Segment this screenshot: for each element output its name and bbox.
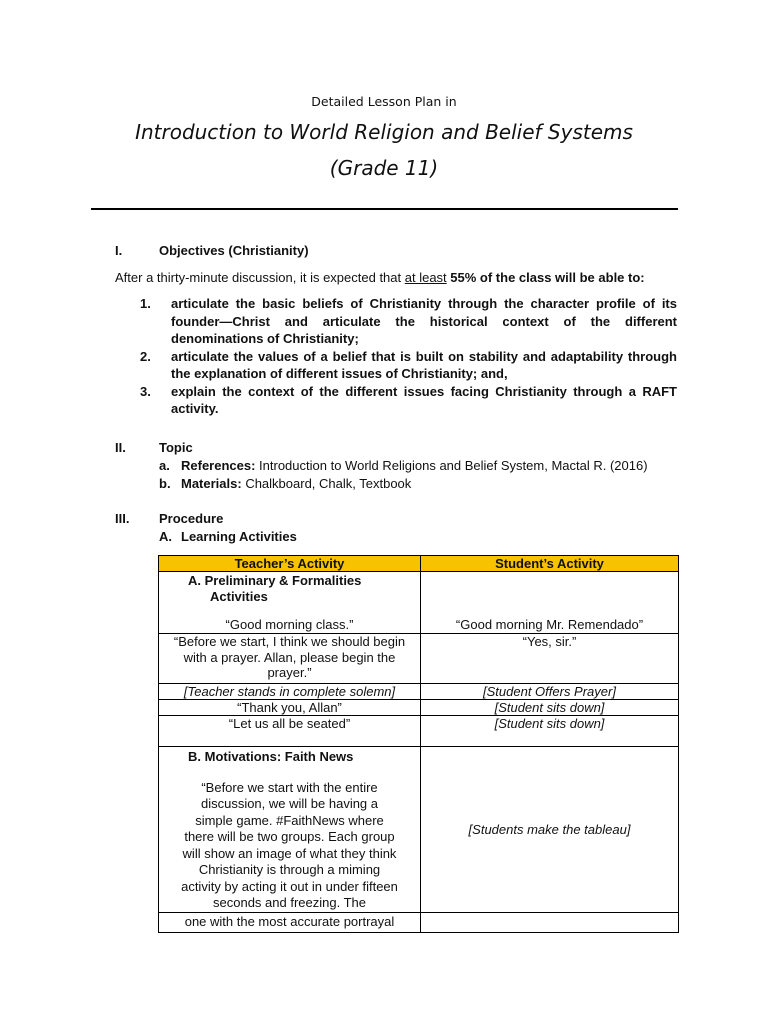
teacher-cell: [159, 572, 421, 634]
materials-line: [159, 476, 411, 491]
list-item: [140, 383, 677, 418]
table-row: [159, 716, 679, 747]
student-cell: “Yes, sir.”: [421, 634, 679, 684]
table-row: [159, 572, 679, 634]
table-row: [159, 700, 679, 716]
topic-number: II.: [115, 440, 126, 455]
materials-value: Chalkboard, Chalk, Textbook: [241, 476, 412, 491]
table-row: [159, 747, 679, 913]
activities-table: [158, 555, 679, 933]
procedure-number: III.: [115, 511, 130, 526]
list-item-number: 2.: [140, 348, 151, 364]
table-header-row: [159, 556, 679, 572]
student-cell: “Good morning Mr. Remendado”: [421, 572, 679, 634]
student-cell: [Students make the tableau]: [421, 747, 679, 913]
references-label: References:: [181, 458, 256, 473]
learning-activities-letter: A.: [159, 529, 172, 544]
list-item-number: 1.: [140, 296, 151, 311]
teacher-column-header: Teacher’s Activity: [159, 556, 421, 572]
student-cell: [421, 912, 679, 932]
objectives-number: I.: [115, 243, 123, 258]
teacher-cell: “Let us all be seated”: [159, 716, 421, 747]
list-item-text: articulate the basic beliefs of Christianity through the character profile of its founder—Christ and articulate the historical context of the different denominations of Christianity;: [171, 296, 677, 346]
document-title: Introduction to World Religion and Belief Systems: [135, 120, 633, 144]
section-a-heading-continued: Activities: [210, 589, 268, 604]
list-item: [140, 295, 677, 348]
procedure-heading: Procedure: [159, 511, 224, 526]
list-item-number: 3.: [140, 383, 151, 399]
title-divider: [91, 208, 678, 210]
section-a-heading: A. Preliminary & Formalities: [188, 573, 362, 588]
section-b-heading: B. Motivations: Faith News: [188, 749, 354, 764]
student-column-header: Student’s Activity: [421, 556, 679, 572]
references-value: Introduction to World Religions and Belief System, Mactal R. (2016): [255, 458, 648, 473]
intro-text: After a thirty-minute discussion, it is expected that: [115, 270, 405, 285]
teacher-cell: one with the most accurate portrayal: [159, 912, 421, 932]
materials-letter: b.: [159, 476, 171, 491]
pre-title: Detailed Lesson Plan in: [311, 94, 457, 109]
teacher-cell: [Teacher stands in complete solemn]: [159, 684, 421, 700]
references-line: [159, 458, 648, 473]
teacher-text: “Before we start with the entire discussion, we will be having a simple game. #FaithNews where there will be two groups. Each group will show an image of what they think Christianity is through a miming activity by acting it out in under fifteen seconds and freezing. The: [181, 779, 398, 910]
materials-label: Materials:: [181, 476, 242, 491]
table-row: [159, 634, 679, 684]
table-row: [159, 912, 679, 932]
learning-activities-title: Learning Activities: [181, 529, 297, 544]
objectives-heading: Objectives (Christianity): [159, 243, 309, 258]
list-item-text: explain the context of the different issues facing Christianity through a RAFT activity.: [171, 383, 677, 416]
student-cell: [Student Offers Prayer]: [421, 684, 679, 700]
list-item: [140, 348, 677, 383]
table-row: [159, 684, 679, 700]
topic-heading: Topic: [159, 440, 193, 455]
intro-underlined: at least: [404, 270, 447, 285]
references-letter: a.: [159, 458, 170, 473]
learning-activities-line: [159, 529, 297, 544]
teacher-cell: [159, 747, 421, 913]
intro-bold: 55% of the class will be able to:: [446, 270, 645, 285]
teacher-text: “Good morning class.”: [225, 617, 354, 632]
document-subtitle: (Grade 11): [329, 156, 439, 180]
student-cell: [Student sits down]: [421, 700, 679, 716]
list-item-text: articulate the values of a belief that is built on stability and adaptability through the explanation of different issues of Christianity; and,: [171, 348, 677, 381]
teacher-cell: “Thank you, Allan”: [159, 700, 421, 716]
teacher-cell: “Before we start, I think we should begin with a prayer. Allan, please begin the prayer.”: [159, 634, 421, 684]
objectives-list: [140, 295, 677, 418]
student-cell: [Student sits down]: [421, 716, 679, 747]
objectives-intro: [115, 270, 680, 285]
